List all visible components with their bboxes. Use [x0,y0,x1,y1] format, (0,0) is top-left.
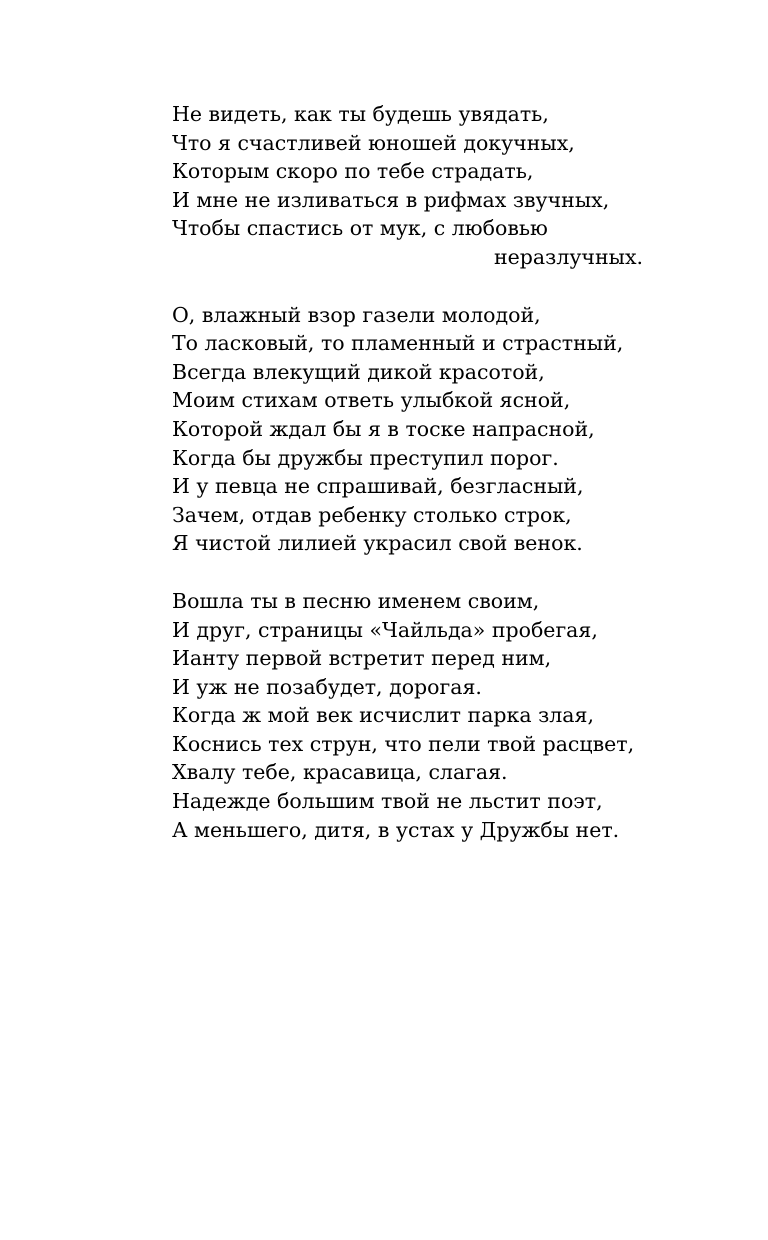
poem-line: Надежде большим твой не льстит поэт, [172,789,603,814]
poem-line: Я чистой лилией украсил свой венок. [172,531,583,556]
poem-line: Когда бы дружбы преступил порог. [172,445,559,470]
poem-line: Ианту первой встретит перед ним, [172,646,552,671]
stanza-2 [172,301,672,558]
poem-line: Вошла ты в песню именем своим, [172,588,540,613]
poem-line: И друг, страницы «Чайльда» пробегая, [172,617,598,642]
poem-line: О, влажный взор газели молодой, [172,302,541,327]
poem-line: Не видеть, как ты будешь увядать, [172,102,549,126]
poem-line: Когда ж мой век исчислит парка злая, [172,703,594,728]
poem-line: Всегда влекущий дикой красотой, [172,359,545,384]
poem-line: Что я счастливей юношей докучных, [172,130,575,155]
poem-line: И у певца не спрашивай, безгласный, [172,474,584,499]
poem-line: Моим стихам ответь улыбкой ясной, [172,388,571,413]
poem-line: Хвалу тебе, красавица, слагая. [172,760,508,785]
poem-line: И уж не позабудет, дорогая. [172,674,482,699]
poem-line: Чтобы спастись от мук, с любовью [172,216,548,241]
poem-line: Которым скоро по тебе страдать, [172,159,534,184]
stanza-3 [172,587,672,844]
stanza-1 [172,100,672,272]
poem-text [172,100,672,873]
poem-line-continuation: неразлучных. [494,244,644,269]
poem-line: То ласковый, то пламенный и страстный, [172,331,624,356]
poem-line: Зачем, отдав ребенку столько строк, [172,502,572,527]
poem-line: А меньшего, дитя, в устах у Дружбы нет. [172,817,620,842]
poem-line: Которой ждал бы я в тоске напрасной, [172,416,595,441]
poem-line: Коснись тех струн, что пели твой расцвет, [172,731,635,756]
poem-line: И мне не изливаться в рифмах звучных, [172,187,610,212]
